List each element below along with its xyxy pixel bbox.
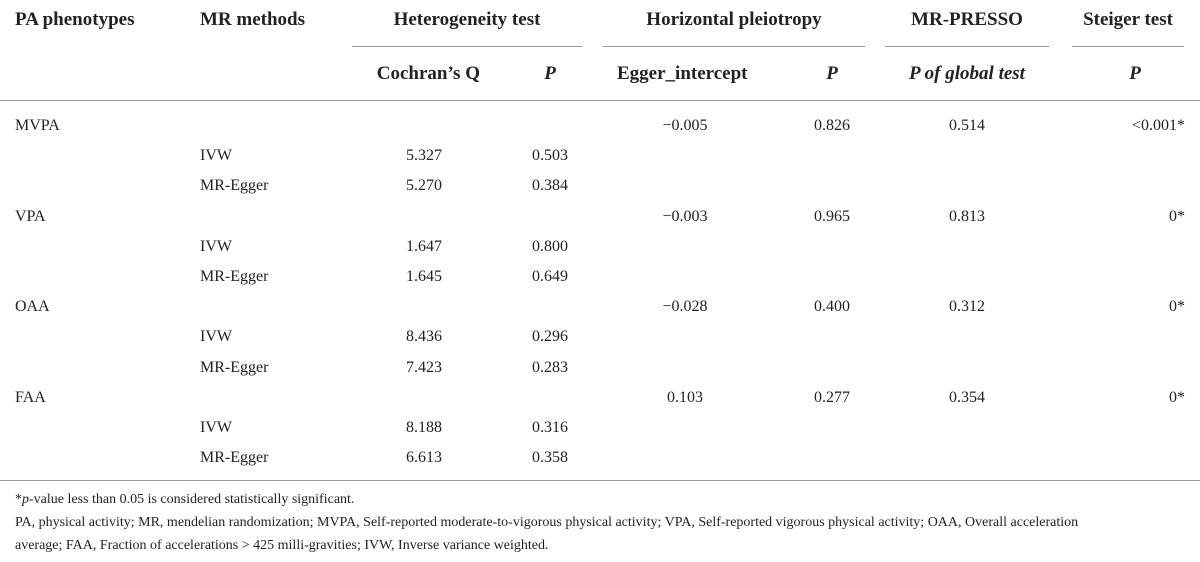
- cell-phenotype: OAA: [15, 298, 50, 315]
- cell-method: MR-Egger: [200, 177, 269, 194]
- cell-pleiotropy-p: 0.965: [814, 208, 850, 225]
- cell-egger-intercept: −0.003: [662, 208, 708, 225]
- footnote-p: p: [22, 492, 29, 507]
- presso-underline: [885, 46, 1049, 47]
- cell-method: IVW: [200, 328, 232, 345]
- cell-cochrans-q: 1.647: [406, 238, 442, 255]
- cell-heterogeneity-p: 0.283: [532, 359, 568, 376]
- steiger-underline: [1072, 46, 1184, 47]
- cell-egger-intercept: 0.103: [667, 389, 703, 406]
- heterogeneity-underline: [352, 46, 582, 47]
- cell-cochrans-q: 7.423: [406, 359, 442, 376]
- cell-phenotype: MVPA: [15, 117, 60, 134]
- footnote-abbreviations-line-2: average; FAA, Fraction of accelerations > 425 milli-gravities; IVW, Inverse variance weighted.: [15, 538, 549, 553]
- cell-cochrans-q: 1.645: [406, 268, 442, 285]
- cell-method: IVW: [200, 419, 232, 436]
- cell-steiger-p: <0.001*: [1131, 117, 1185, 134]
- cell-presso-p: 0.514: [949, 117, 985, 134]
- header-pa-phenotypes: PA phenotypes: [15, 9, 135, 30]
- header-mr-methods: MR methods: [200, 9, 306, 30]
- cell-egger-intercept: −0.005: [662, 117, 708, 134]
- cell-heterogeneity-p: 0.649: [532, 268, 568, 285]
- cell-steiger-p: 0*: [1169, 298, 1185, 315]
- cell-heterogeneity-p: 0.296: [532, 328, 568, 345]
- cell-method: IVW: [200, 147, 232, 164]
- cell-presso-p: 0.354: [949, 389, 985, 406]
- header-steiger-test: Steiger test: [1083, 9, 1173, 30]
- footnote-abbreviations-line-1: PA, physical activity; MR, mendelian randomization; MVPA, Self-reported moderate-to-vigorous physical activity; VPA, Self-reported vigorous physical activity; OAA, Overall acceleration: [15, 515, 1079, 530]
- header-rule: [0, 100, 1200, 101]
- cell-method: MR-Egger: [200, 268, 269, 285]
- cell-steiger-p: 0*: [1169, 208, 1185, 225]
- header-heterogeneity-test: Heterogeneity test: [393, 9, 541, 30]
- cell-egger-intercept: −0.028: [662, 298, 708, 315]
- cell-cochrans-q: 8.188: [406, 419, 442, 436]
- header-mr-presso: MR-PRESSO: [911, 9, 1023, 30]
- header-horizontal-pleiotropy: Horizontal pleiotropy: [646, 9, 822, 30]
- footnote-significance: [15, 490, 354, 510]
- subheader-heterogeneity-p: P: [544, 63, 556, 84]
- cell-cochrans-q: 6.613: [406, 449, 442, 466]
- cell-cochrans-q: 5.327: [406, 147, 442, 164]
- subheader-pleiotropy-p: P: [826, 63, 838, 84]
- subheader-steiger-p: P: [1129, 63, 1141, 84]
- pleiotropy-underline: [603, 46, 865, 47]
- cell-pleiotropy-p: 0.277: [814, 389, 850, 406]
- subheader-cochrans-q: Cochran’s Q: [376, 63, 480, 84]
- cell-heterogeneity-p: 0.316: [532, 419, 568, 436]
- subheader-p-global-italic: P of global test: [909, 63, 1025, 84]
- subheader-egger-intercept: Egger_intercept: [617, 63, 748, 84]
- cell-phenotype: FAA: [15, 389, 46, 406]
- cell-presso-p: 0.813: [949, 208, 985, 225]
- cell-steiger-p: 0*: [1169, 389, 1185, 406]
- cell-cochrans-q: 5.270: [406, 177, 442, 194]
- footnote-star: *: [15, 492, 22, 507]
- cell-heterogeneity-p: 0.503: [532, 147, 568, 164]
- cell-heterogeneity-p: 0.800: [532, 238, 568, 255]
- cell-method: MR-Egger: [200, 449, 269, 466]
- table-bottom-rule: [0, 480, 1200, 481]
- cell-pleiotropy-p: 0.400: [814, 298, 850, 315]
- cell-pleiotropy-p: 0.826: [814, 117, 850, 134]
- cell-method: IVW: [200, 238, 232, 255]
- footnote-sig-text: -value less than 0.05 is considered statistically significant.: [29, 492, 355, 507]
- cell-cochrans-q: 8.436: [406, 328, 442, 345]
- cell-heterogeneity-p: 0.384: [532, 177, 568, 194]
- cell-phenotype: VPA: [15, 208, 46, 225]
- cell-presso-p: 0.312: [949, 298, 985, 315]
- subheader-p-global-test: [885, 63, 1049, 85]
- cell-method: MR-Egger: [200, 359, 269, 376]
- cell-heterogeneity-p: 0.358: [532, 449, 568, 466]
